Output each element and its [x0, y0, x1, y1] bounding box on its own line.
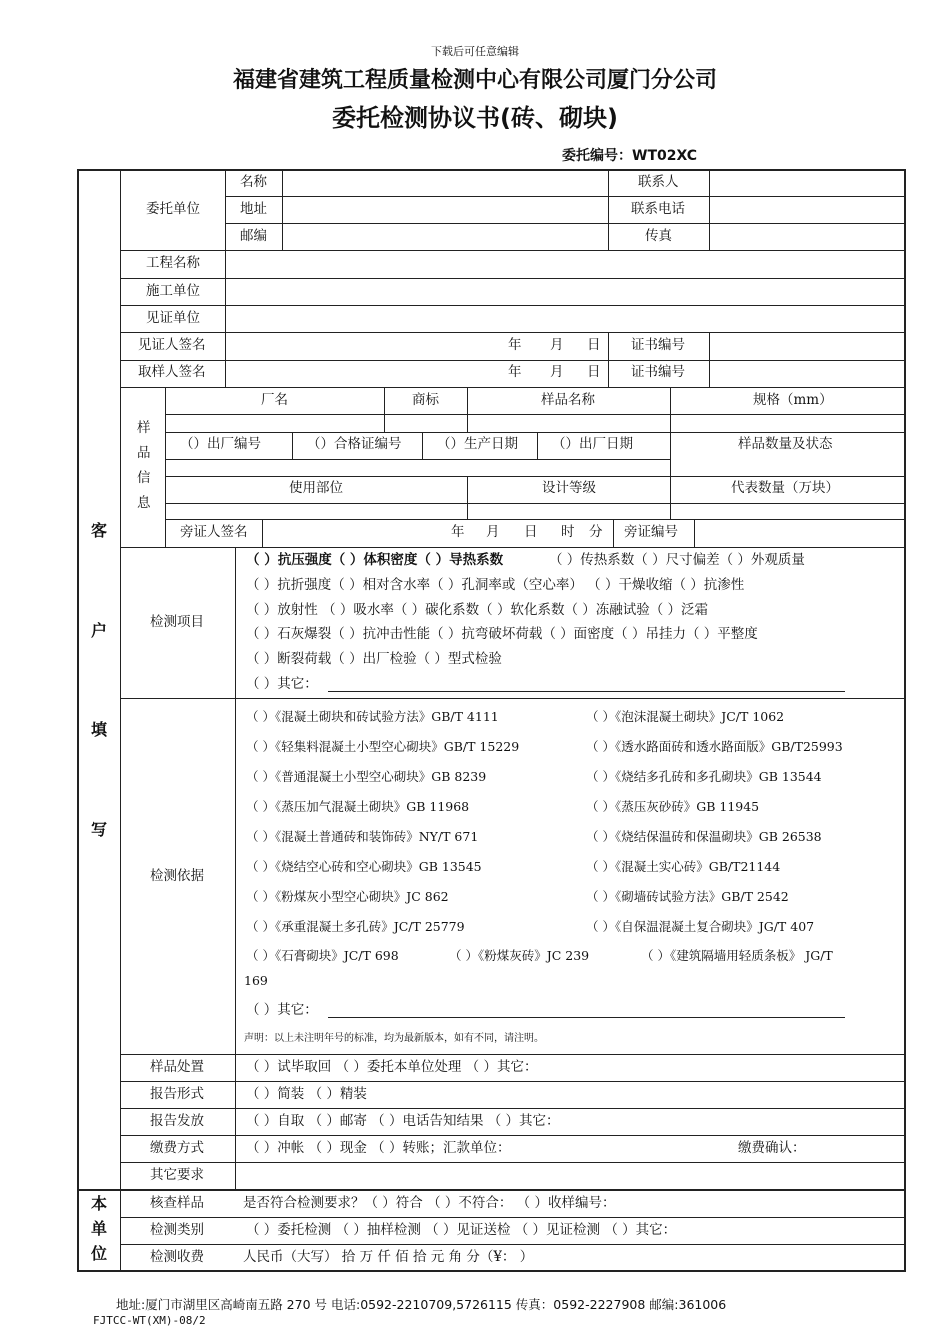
- footer-form-code: FJTCC-WT(XM)-08/2: [93, 1314, 206, 1327]
- items-line-1-bold[interactable]: （ ）抗压强度（ ）体积密度（ ）导热系数: [246, 552, 504, 568]
- side-witness-day: 日: [524, 524, 538, 540]
- items-label: 检测项目: [150, 614, 204, 630]
- check-sample-label: 核查样品: [150, 1195, 204, 1211]
- side-label-unit-1: 本: [91, 1194, 108, 1213]
- basis-right-1[interactable]: （ ）《泡沫混凝土砌块》JC/T 1062: [586, 709, 785, 724]
- prod-date-label: （）生产日期: [437, 436, 518, 452]
- witness-sign-label: 见证人签名: [138, 337, 206, 353]
- use-part-label: 使用部位: [289, 480, 343, 496]
- side-label-client-4: 写: [91, 820, 108, 839]
- other-req-label: 其它要求: [150, 1167, 204, 1183]
- cert-no-label: （）合格证编号: [307, 436, 402, 452]
- basis-right-7[interactable]: （ ）《砌墙砖试验方法》GB/T 2542: [586, 889, 789, 904]
- rep-qty-label: 代表数量（万块）: [731, 480, 839, 496]
- company-name: 福建省建筑工程质量检测中心有限公司厦门分公司: [232, 68, 717, 93]
- fax-label: 传真: [645, 228, 672, 244]
- entrust-number: 委托编号：WT02XC: [562, 148, 698, 164]
- page-title: 委托检测协议书(砖、砌块): [332, 104, 618, 132]
- factory-label: 厂名: [261, 392, 288, 408]
- client-name-label: 名称: [240, 174, 267, 190]
- top-note: 下载后可任意编辑: [431, 45, 519, 58]
- basis-left-6[interactable]: （ ）《烧结空心砖和空心砌块》GB 13545: [246, 859, 482, 874]
- contact-label: 联系人: [638, 174, 679, 190]
- footer-address: 地址:厦门市湖里区高崎南五路 270 号 电话:0592-2210709,5726115 传真：0592-2227908 邮编:361006: [116, 1297, 727, 1312]
- items-line-3[interactable]: （ ）放射性 （ ）吸水率（ ）碳化系数（ ）软化系数（ ）冻融试验（ ）泛霜: [246, 602, 709, 618]
- basis-partition-cont: 169: [244, 973, 268, 988]
- basis-left-2[interactable]: （ ）《轻集料混凝土小型空心砌块》GB/T 15229: [246, 739, 520, 754]
- basis-right-5[interactable]: （ ）《烧结保温砖和保温砌块》GB 26538: [586, 829, 822, 844]
- check-sample-options[interactable]: 是否符合检测要求？（ ）符合 （ ）不符合： （ ）收样编号：: [243, 1195, 616, 1211]
- phone-label: 联系电话: [631, 201, 685, 217]
- payment-options[interactable]: （ ）冲帐 （ ）现金 （ ）转账；汇款单位：: [246, 1140, 511, 1156]
- side-witness-year: 年: [451, 524, 465, 540]
- sampler-sign-label: 取样人签名: [138, 364, 206, 380]
- basis-left-4[interactable]: （ ）《蒸压加气混凝土砌块》GB 11968: [246, 799, 470, 814]
- sampler-month: 月: [550, 364, 564, 380]
- side-witness-hour: 时: [561, 524, 575, 540]
- out-date-label: （）出厂日期: [552, 436, 633, 452]
- side-witness-minute: 分: [589, 524, 603, 540]
- factory-no-label: （）出厂编号: [180, 436, 261, 452]
- client-zip-label: 邮编: [240, 228, 267, 244]
- side-label-unit-2: 单: [91, 1219, 108, 1238]
- basis-right-4[interactable]: （ ）《蒸压灰砂砖》GB 11945: [586, 799, 760, 814]
- items-line-2[interactable]: （ ）抗折强度（ ）相对含水率（ ）孔洞率或（空心率） （ ）干燥收缩（ ）抗渗性: [246, 577, 745, 593]
- items-other[interactable]: （ ）其它：: [246, 676, 318, 692]
- sample-name-label: 样品名称: [541, 392, 595, 408]
- side-witness-label: 旁证人签名: [180, 524, 248, 540]
- report-form-options[interactable]: （ ）简装 （ ）精装: [246, 1086, 367, 1102]
- witness-year: 年: [508, 337, 522, 353]
- side-label-client-3: 填: [91, 720, 108, 739]
- spec-label: 规格（mm）: [753, 392, 833, 408]
- basis-flyash-brick[interactable]: （ ）《粉煤灰砖》JC 239: [449, 948, 590, 963]
- sampler-cert-label: 证书编号: [631, 364, 685, 380]
- construction-unit-label: 施工单位: [146, 283, 200, 299]
- side-witness-month: 月: [486, 524, 500, 540]
- basis-note: 声明：以上未注明年号的标准，均为最新版本，如有不同，请注明。: [244, 1033, 544, 1044]
- payment-label: 缴费方式: [150, 1140, 204, 1156]
- witness-day: 日: [587, 337, 601, 353]
- basis-partition[interactable]: （ ）《建筑隔墙用轻质条板》 JG/T: [641, 948, 833, 963]
- qty-status-label: 样品数量及状态: [738, 436, 833, 452]
- basis-left-1[interactable]: （ ）《混凝土砌块和砖试验方法》GB/T 4111: [246, 709, 499, 724]
- side-label-client-1: 客: [91, 521, 108, 540]
- report-send-options[interactable]: （ ）自取 （ ）邮寄 （ ）电话告知结果 （ ）其它：: [246, 1113, 560, 1129]
- items-other-underline: [328, 691, 845, 692]
- sample-side-3: 信: [137, 470, 151, 486]
- report-send-label: 报告发放: [150, 1113, 204, 1129]
- basis-right-3[interactable]: （ ）《烧结多孔砖和多孔砌块》GB 13544: [586, 769, 822, 784]
- basis-gypsum[interactable]: （ ）《石膏砌块》JC/T 698: [246, 948, 399, 963]
- sampler-day: 日: [587, 364, 601, 380]
- witness-unit-label: 见证单位: [146, 310, 200, 326]
- disposal-options[interactable]: （ ）试毕取回 （ ）委托本单位处理 （ ）其它：: [246, 1059, 538, 1075]
- payment-confirm-label: 缴费确认：: [738, 1140, 806, 1156]
- test-fee-label: 检测收费: [150, 1249, 204, 1265]
- items-line-1[interactable]: （ ）传热系数（ ）尺寸偏差（ ）外观质量: [549, 552, 805, 568]
- items-line-5[interactable]: （ ）断裂荷载（ ）出厂检验（ ）型式检验: [246, 651, 502, 667]
- report-form-label: 报告形式: [150, 1086, 204, 1102]
- witness-cert-label: 证书编号: [631, 337, 685, 353]
- witness-month: 月: [550, 337, 564, 353]
- basis-left-8[interactable]: （ ）《承重混凝土多孔砖》JC/T 25779: [246, 919, 465, 934]
- brand-label: 商标: [412, 392, 439, 408]
- basis-label: 检测依据: [150, 868, 204, 884]
- client-unit-label: 委托单位: [146, 201, 200, 217]
- basis-right-2[interactable]: （ ）《透水路面砖和透水路面版》GB/T25993: [586, 739, 843, 754]
- side-label-client-2: 户: [91, 621, 108, 640]
- basis-right-6[interactable]: （ ）《混凝土实心砖》GB/T21144: [586, 859, 781, 874]
- basis-right-8[interactable]: （ ）《自保温混凝土复合砌块》JG/T 407: [586, 919, 815, 934]
- sample-side-4: 息: [137, 495, 151, 511]
- test-fee-amount[interactable]: 人民币（大写） 拾 万 仟 佰 拾 元 角 分（¥： ）: [243, 1249, 534, 1265]
- side-witness-no-label: 旁证编号: [624, 524, 678, 540]
- project-name-label: 工程名称: [146, 255, 200, 271]
- disposal-label: 样品处置: [150, 1059, 204, 1075]
- test-type-options[interactable]: （ ）委托检测 （ ）抽样检测 （ ）见证送检 （ ）见证检测 （ ）其它：: [246, 1222, 677, 1238]
- sampler-year: 年: [508, 364, 522, 380]
- design-grade-label: 设计等级: [542, 480, 596, 496]
- side-label-unit-3: 位: [91, 1244, 108, 1263]
- sample-side-1: 样: [137, 420, 151, 436]
- test-type-label: 检测类别: [150, 1222, 204, 1238]
- client-address-label: 地址: [240, 201, 267, 217]
- basis-left-7[interactable]: （ ）《粉煤灰小型空心砌块》JC 862: [246, 889, 449, 904]
- basis-other[interactable]: （ ）其它：: [246, 1002, 318, 1018]
- sample-side-2: 品: [137, 445, 151, 461]
- basis-other-underline: [328, 1017, 845, 1018]
- items-line-4[interactable]: （ ）石灰爆裂（ ）抗冲击性能（ ）抗弯破坏荷载（ ）面密度（ ）吊挂力（ ）平整度: [246, 626, 758, 642]
- basis-left-5[interactable]: （ ）《混凝土普通砖和装饰砖》NY/T 671: [246, 829, 479, 844]
- basis-left-3[interactable]: （ ）《普通混凝土小型空心砌块》GB 8239: [246, 769, 487, 784]
